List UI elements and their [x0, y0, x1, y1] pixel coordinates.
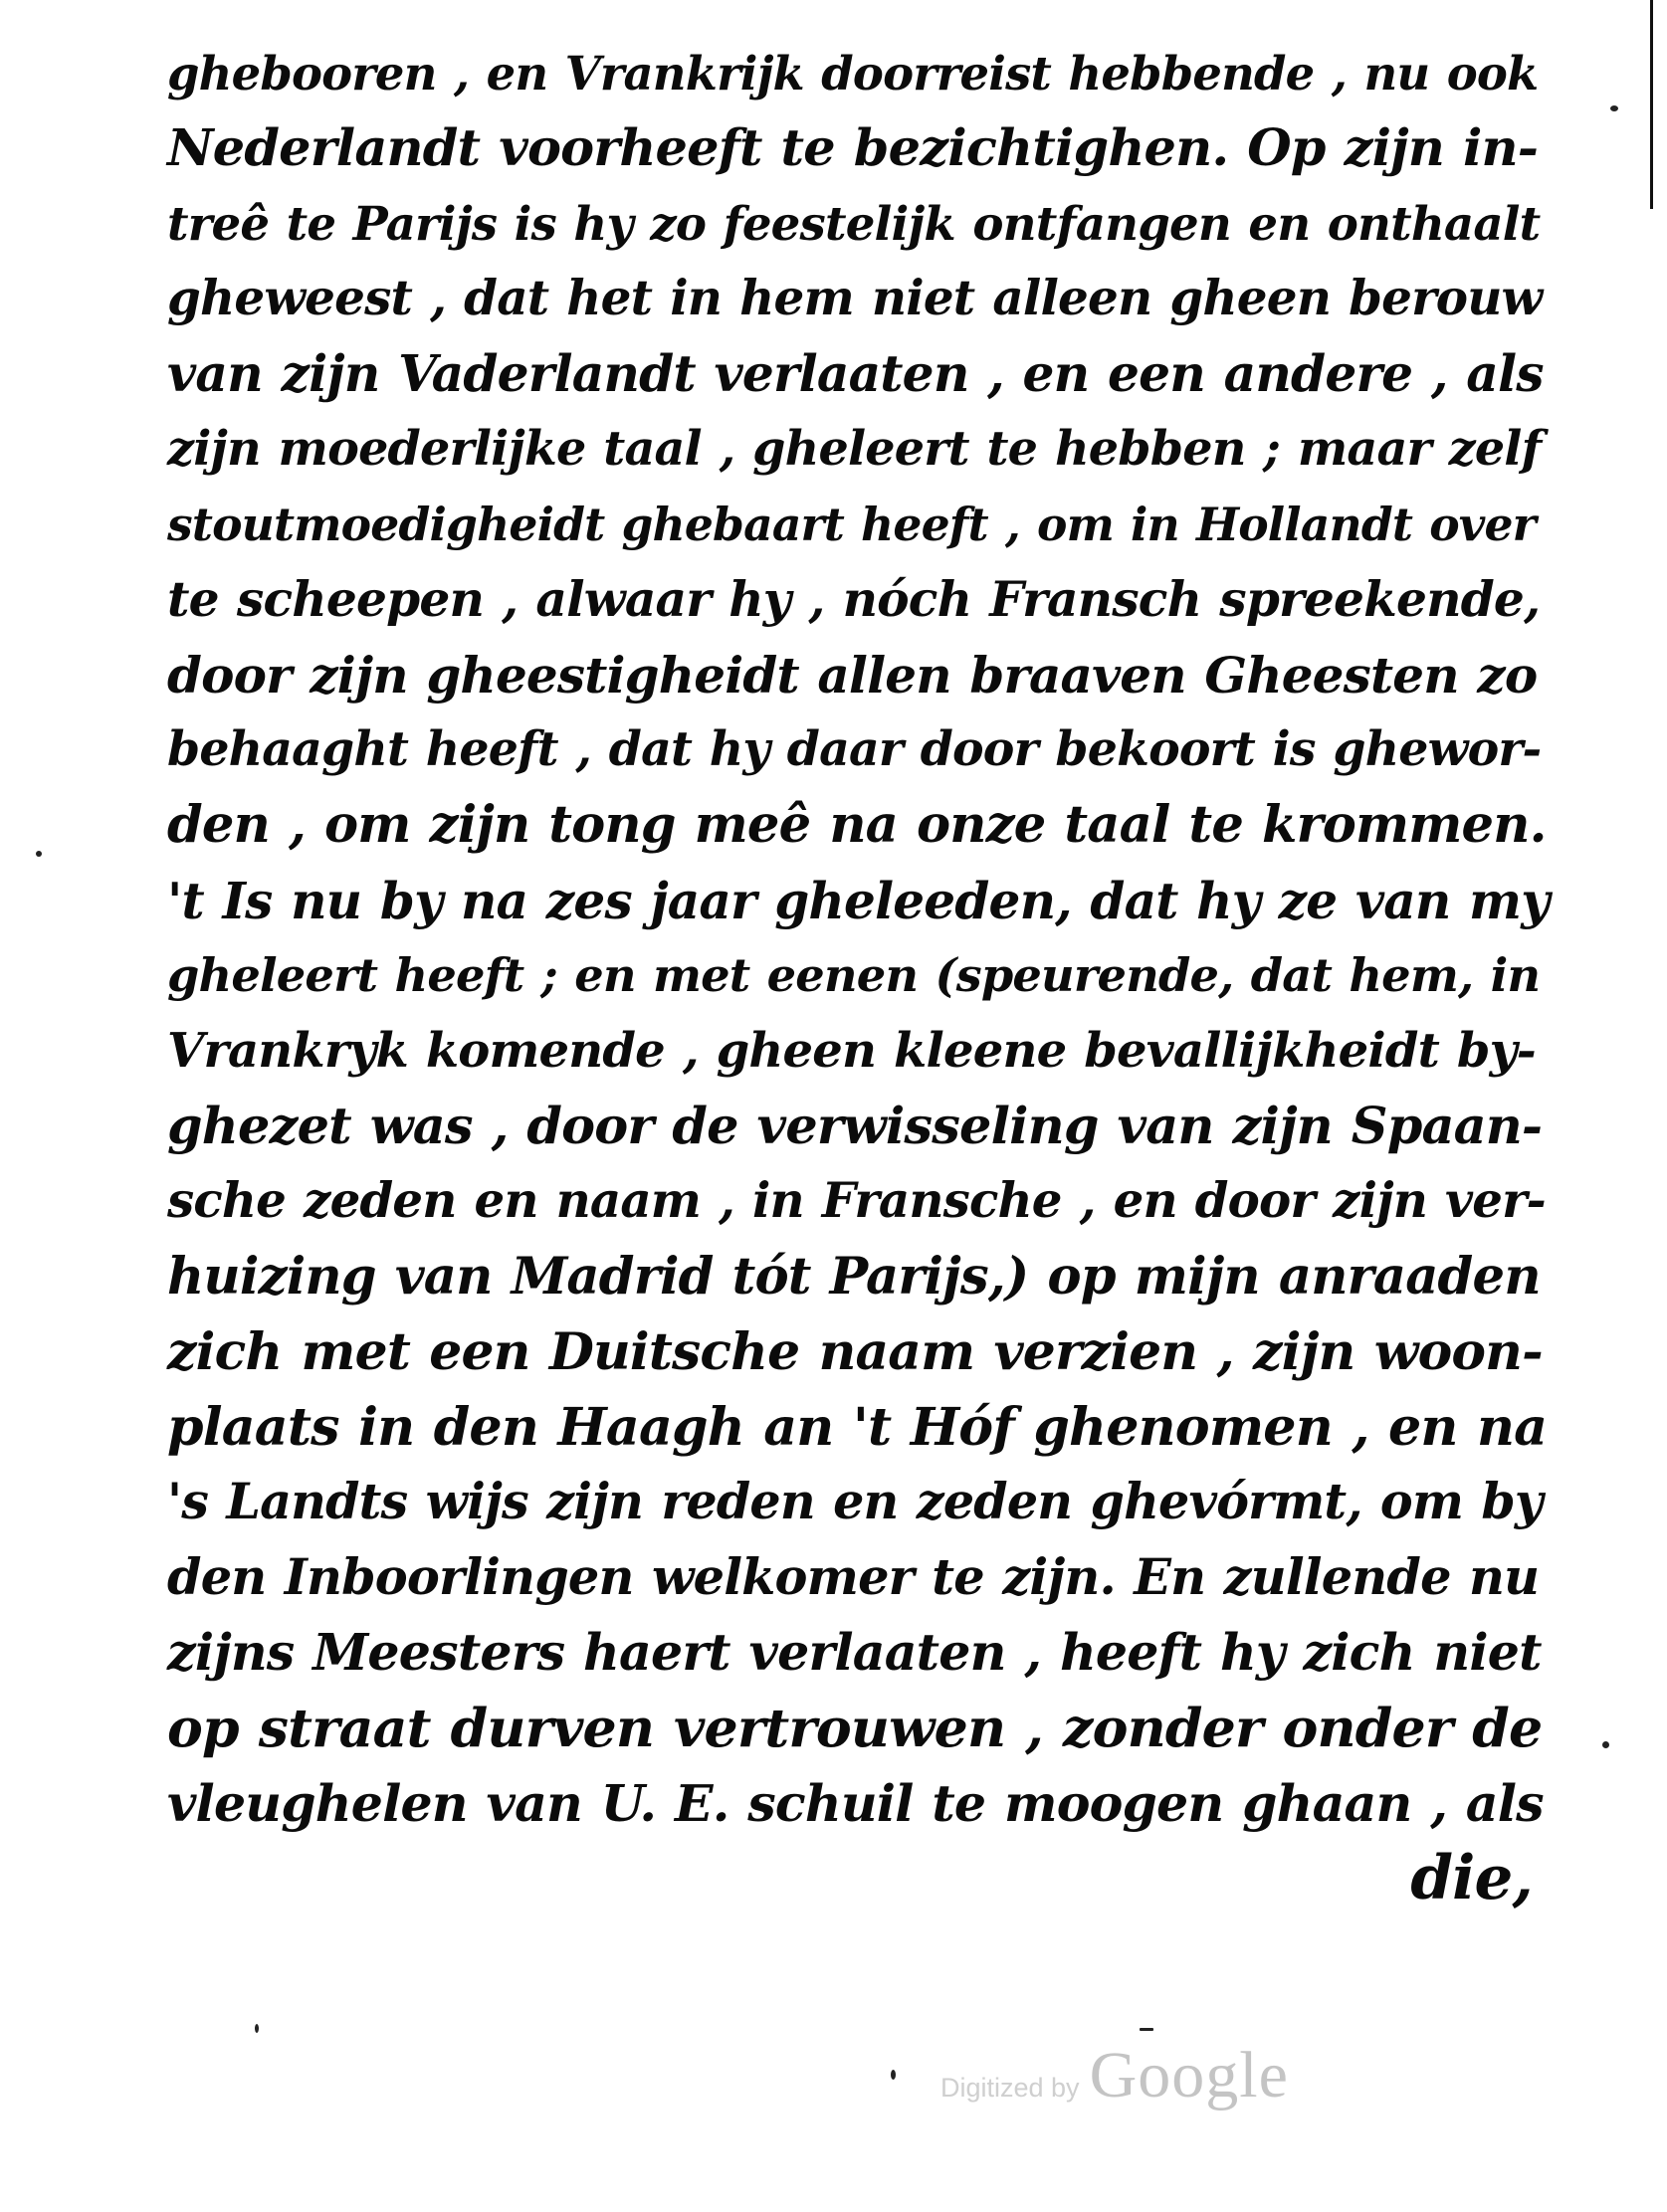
text-line: op straat durven vertrouwen , zonder onder de [167, 1697, 1543, 1760]
text-line: zijn moederlijke taal , gheleert te hebben ; maar zelf [167, 420, 1542, 477]
page-edge-line [1650, 0, 1653, 209]
scan-speck [36, 851, 42, 857]
watermark-prefix: Digitized by [940, 2073, 1080, 2103]
text-line: behaaght heeft , dat hy daar door bekoort is ghewor- [167, 722, 1542, 778]
scan-speck [1610, 105, 1618, 111]
catchword: die, [1410, 1843, 1533, 1914]
text-line: vleughelen van U. E. schuil te moogen ghaan , als [167, 1773, 1544, 1833]
text-line: huizing van Madrid tót Parijs,) op mijn anraaden [167, 1246, 1541, 1307]
google-logo: Google [1089, 2039, 1289, 2111]
text-line: treê te Parijs is hy zo feestelijk ontfangen en onthaalt [167, 196, 1541, 252]
text-line: den , om zijn tong meê na onze taal te krommen. [167, 794, 1547, 855]
scan-speck [255, 2024, 259, 2033]
text-line: Vrankryk komende , gheen kleene bevallijkheidt by- [167, 1022, 1536, 1079]
text-line: plaats in den Haagh an 't Hóf ghenomen , en na [167, 1396, 1548, 1458]
digitized-watermark [940, 2038, 1289, 2117]
text-line: zich met een Duitsche naam verzien , zijn woon- [167, 1321, 1543, 1383]
text-line: van zijn Vaderlandt verlaaten , en een andere , als [167, 344, 1544, 404]
text-line: den Inboorlingen welkomer te zijn. En zullende nu [167, 1547, 1540, 1606]
page-text-block [167, 36, 1550, 1916]
scan-speck [891, 2070, 896, 2080]
text-line: 's Landts wijs zijn reden en zeden ghevórmt, om by [167, 1473, 1543, 1531]
text-line: ghebooren , en Vrankrijk doorreist hebbende , nu ook [167, 46, 1539, 101]
text-line: door zijn gheestigheidt allen braaven Gheesten zo [167, 645, 1538, 704]
text-line: stoutmoedigheidt ghebaart heeft , om in Hollandt over [167, 497, 1536, 551]
text-line: zijns Meesters haert verlaaten , heeft hy zich niet [167, 1623, 1542, 1683]
text-line: gheleert heeft ; en met eenen (speurende, dat hem, in [167, 948, 1541, 1003]
text-line: 't Is nu by na zes jaar gheleeden, dat hy ze van my [167, 871, 1550, 930]
text-line: gheweest , dat het in hem niet alleen gheen berouw [167, 270, 1543, 326]
text-line: Nederlandt voorheeft te bezichtighen. Op zijn in- [167, 117, 1539, 178]
text-line: ghezet was , door de verwisseling van zijn Spaan- [167, 1096, 1543, 1156]
text-line: te scheepen , alwaar hy , nóch Fransch spreekende, [167, 571, 1541, 629]
scan-speck [1140, 2028, 1153, 2031]
scan-speck [1602, 1741, 1609, 1748]
text-line: sche zeden en naam , in Fransche , en door zijn ver- [167, 1172, 1546, 1229]
